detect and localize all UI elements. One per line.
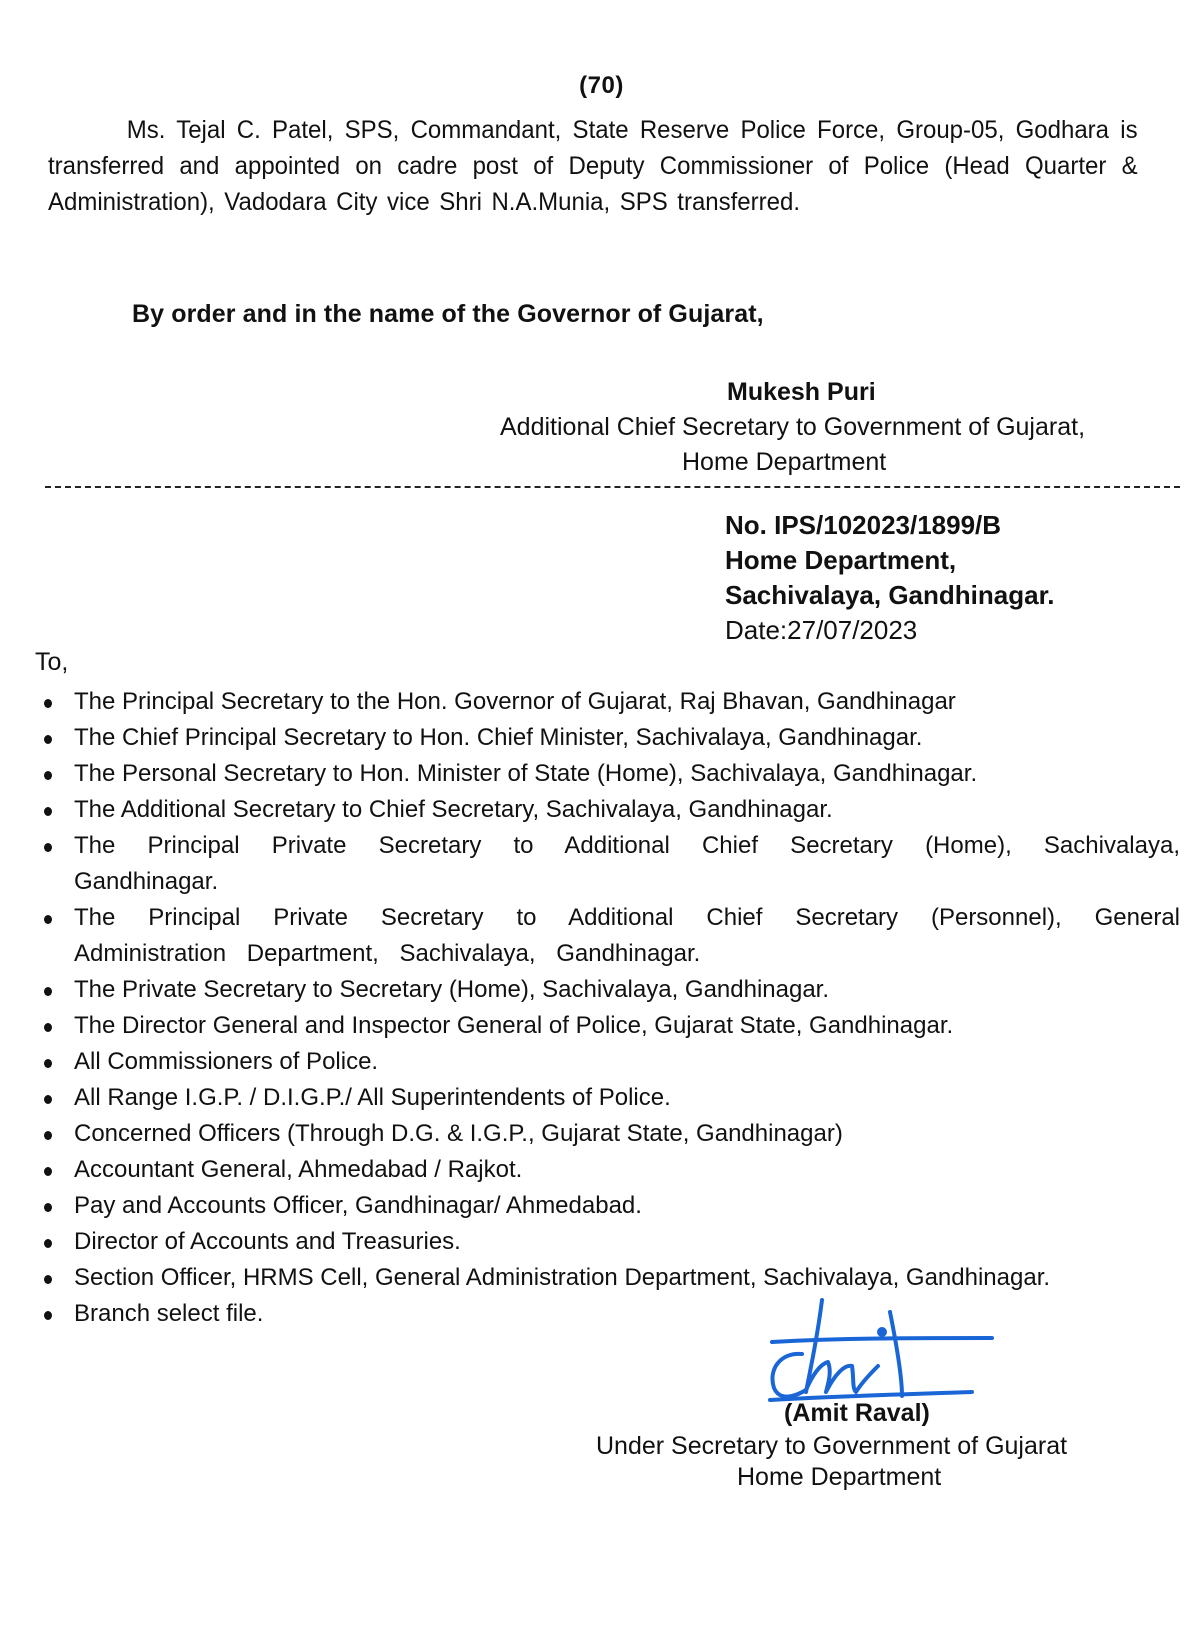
list-item: The Principal Secretary to the Hon. Governor of Gujarat, Raj Bhavan, Gandhinagar	[40, 684, 1180, 720]
list-item: Accountant General, Ahmedabad / Rajkot.	[40, 1152, 1180, 1188]
primary-signatory-name: Mukesh Puri	[727, 378, 876, 406]
secondary-signatory-name: (Amit Raval)	[784, 1399, 930, 1427]
list-item: The Personal Secretary to Hon. Minister of State (Home), Sachivalaya, Gandhinagar.	[40, 756, 1180, 792]
secondary-signatory-designation: Under Secretary to Government of Gujarat	[596, 1432, 1068, 1460]
dashed-divider	[45, 486, 1180, 488]
bullet-icon	[44, 1059, 52, 1068]
list-item: The Principal Private Secretary to Additional Chief Secretary (Personnel), General Administration Department, Sachivalaya, Gandhinagar.	[40, 900, 1180, 972]
signature-stroke	[772, 1354, 878, 1397]
signature-stroke	[890, 1312, 902, 1396]
list-item: Pay and Accounts Officer, Gandhinagar/ Ahmedabad.	[40, 1188, 1180, 1224]
list-item: The Director General and Inspector General of Police, Gujarat State, Gandhinagar.	[40, 1008, 1180, 1044]
list-item: The Additional Secretary to Chief Secretary, Sachivalaya, Gandhinagar.	[40, 792, 1180, 828]
list-item: The Private Secretary to Secretary (Home), Sachivalaya, Gandhinagar.	[40, 972, 1180, 1008]
bullet-icon	[44, 1167, 52, 1176]
list-item: Concerned Officers (Through D.G. & I.G.P., Gujarat State, Gandhinagar)	[40, 1116, 1180, 1152]
bullet-icon	[44, 843, 52, 852]
bullet-icon	[44, 915, 52, 924]
reference-number: No. IPS/102023/1899/B	[725, 510, 1002, 540]
list-item: Director of Accounts and Treasuries.	[40, 1224, 1180, 1260]
page-number: (70)	[579, 72, 624, 99]
bullet-icon	[44, 1131, 52, 1140]
bullet-icon	[44, 735, 52, 744]
bullet-icon	[44, 1203, 52, 1212]
signature-dot	[879, 1329, 885, 1335]
signature-icon	[762, 1292, 1022, 1412]
bullet-icon	[44, 771, 52, 780]
reference-block	[725, 508, 1054, 648]
list-item: Branch select file.	[40, 1296, 1180, 1332]
signature-stroke	[772, 1338, 992, 1342]
list-item: All Range I.G.P. / D.I.G.P./ All Superintendents of Police.	[40, 1080, 1180, 1116]
to-label: To,	[35, 648, 69, 676]
bullet-icon	[44, 1095, 52, 1104]
bullet-icon	[44, 1023, 52, 1032]
primary-signatory-designation: Additional Chief Secretary to Government of Gujarat,	[500, 413, 1086, 441]
primary-signatory-department: Home Department	[682, 448, 887, 476]
bullet-icon	[44, 987, 52, 996]
bullet-icon	[44, 1311, 52, 1320]
reference-date: Date:27/07/2023	[725, 615, 918, 645]
transfer-order-paragraph: Ms. Tejal C. Patel, SPS, Commandant, State Reserve Police Force, Group-05, Godhara is transferred and appointed on cadre post of Deputy Commissioner of Police (Head Quarter & Administration), Vadodara City vice Shri N.A.Munia, SPS transferred.	[48, 116, 1138, 216]
recipient-list	[40, 684, 1180, 1332]
list-item: The Chief Principal Secretary to Hon. Chief Minister, Sachivalaya, Gandhinagar.	[40, 720, 1180, 756]
reference-location: Sachivalaya, Gandhinagar.	[725, 580, 1055, 610]
bullet-icon	[44, 807, 52, 816]
list-item: All Commissioners of Police.	[40, 1044, 1180, 1080]
list-item: The Principal Private Secretary to Additional Chief Secretary (Home), Sachivalaya, Gandhinagar.	[40, 828, 1180, 900]
order-line: By order and in the name of the Governor of Gujarat,	[132, 300, 764, 328]
bullet-icon	[44, 699, 52, 708]
bullet-icon	[44, 1239, 52, 1248]
reference-department: Home Department,	[725, 545, 957, 575]
bullet-icon	[44, 1275, 52, 1284]
list-item: Section Officer, HRMS Cell, General Administration Department, Sachivalaya, Gandhinagar.	[40, 1260, 1180, 1296]
secondary-signatory-department: Home Department	[737, 1463, 942, 1491]
